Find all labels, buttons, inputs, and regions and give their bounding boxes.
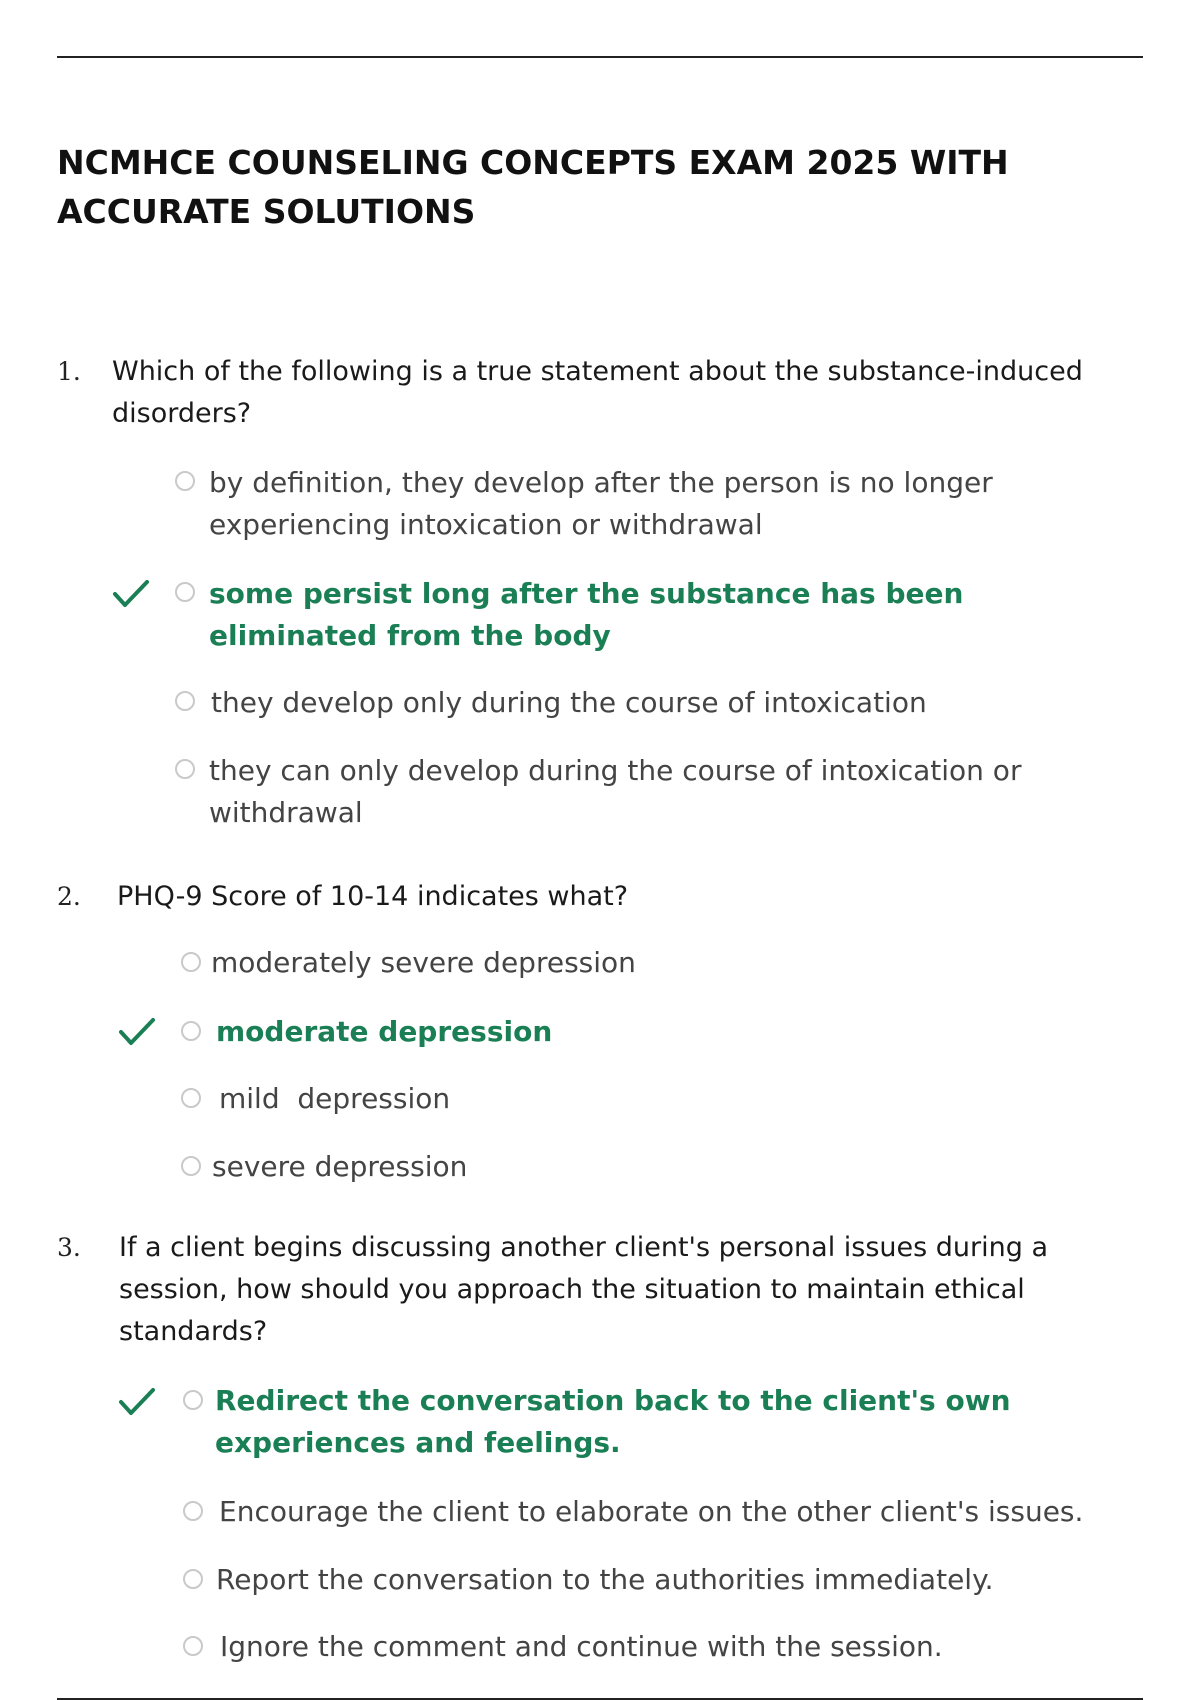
document-title: NCMHCE COUNSELING CONCEPTS EXAM 2025 WITH ACCURATE SOLUTIONS [57, 143, 1009, 231]
radio-circle-icon[interactable] [181, 952, 201, 972]
question-text: If a client begins discussing another client's personal issues during a session, how should you approach the situation to maintain ethical standards? [119, 1232, 1049, 1347]
check-icon [118, 1017, 156, 1047]
check-icon [118, 1387, 156, 1417]
option-text: they develop only during the course of intoxication [211, 686, 927, 719]
option-text: moderately severe depression [211, 946, 636, 979]
question-text: PHQ-9 Score of 10-14 indicates what? [117, 881, 629, 912]
option-text: moderate depression [216, 1015, 553, 1048]
question-number: 2. [57, 882, 81, 911]
radio-circle-icon[interactable] [183, 1636, 203, 1656]
option-text: Ignore the comment and continue with the session. [220, 1630, 943, 1663]
radio-circle-icon[interactable] [181, 1156, 201, 1176]
check-icon [112, 579, 150, 609]
radio-circle-icon[interactable] [175, 759, 195, 779]
option-text: Report the conversation to the authorities immediately. [216, 1563, 994, 1596]
radio-circle-icon[interactable] [175, 691, 195, 711]
question-number: 3. [57, 1233, 81, 1262]
radio-circle-icon[interactable] [183, 1501, 203, 1521]
radio-circle-icon[interactable] [183, 1390, 203, 1410]
radio-circle-icon[interactable] [181, 1088, 201, 1108]
option-text: they can only develop during the course of intoxication or withdrawal [209, 754, 1022, 829]
radio-circle-icon[interactable] [175, 471, 195, 491]
option-text: Encourage the client to elaborate on the other client's issues. [219, 1495, 1084, 1528]
radio-circle-icon[interactable] [183, 1569, 203, 1589]
option-text: some persist long after the substance has been eliminated from the body [209, 577, 964, 652]
top-divider [57, 56, 1143, 58]
question-number: 1. [57, 357, 81, 386]
question-text: Which of the following is a true statement about the substance-induced disorders? [112, 356, 1083, 429]
option-text: mild depression [219, 1082, 451, 1115]
option-text: Redirect the conversation back to the client's own experiences and feelings. [215, 1384, 1011, 1459]
radio-circle-icon[interactable] [175, 582, 195, 602]
radio-circle-icon[interactable] [181, 1021, 201, 1041]
option-text: by definition, they develop after the person is no longer experiencing intoxication or withdrawal [209, 466, 993, 541]
option-text: severe depression [212, 1150, 468, 1183]
